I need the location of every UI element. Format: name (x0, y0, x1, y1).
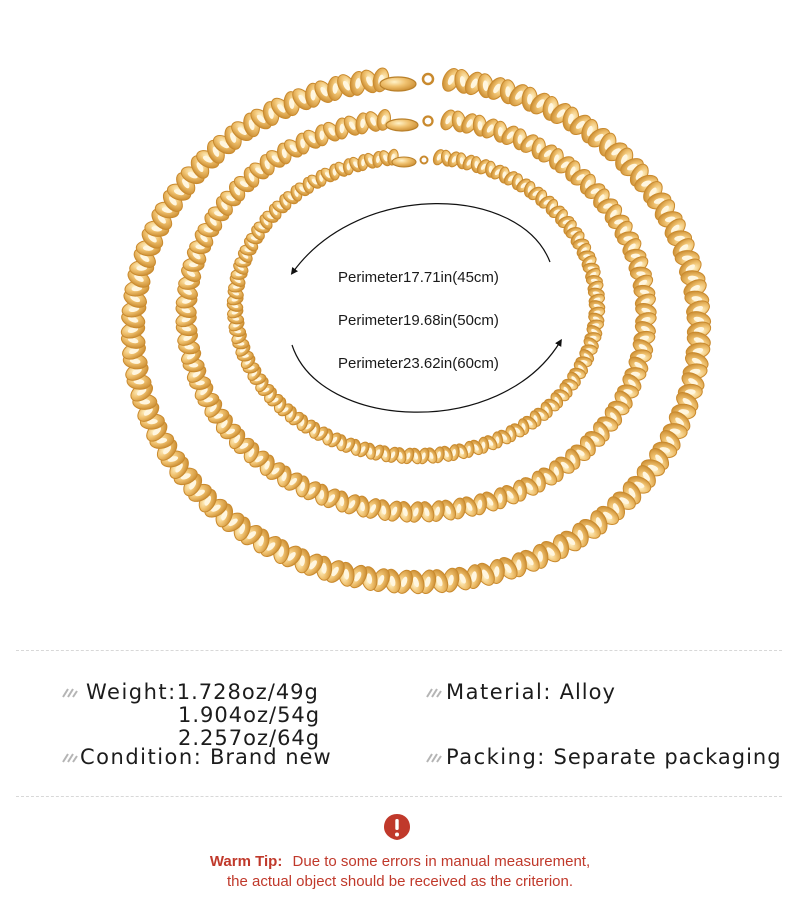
hatch-bullet-icon (426, 688, 442, 698)
weight-value-2: 1.904oz/54g (178, 703, 321, 727)
chain-45cm (226, 148, 606, 465)
clasp-inner (392, 157, 428, 168)
weight-value-3: 2.257oz/64g (178, 726, 321, 750)
perimeter-label-45cm: Perimeter17.71in(45cm) (338, 269, 499, 286)
perimeter-label-50cm: Perimeter19.68in(50cm) (338, 312, 499, 329)
warm-tip-text-2: the actual object should be received as the criterion. (226, 873, 574, 890)
hatch-bullet-icon (62, 753, 78, 763)
packing-value: Separate packaging (553, 745, 782, 769)
perimeter-label-60cm: Perimeter23.62in(60cm) (338, 355, 499, 372)
weight-value-1: 1.728oz/49g (176, 680, 319, 704)
condition-label: Condition: (80, 745, 203, 769)
divider-top (16, 650, 782, 651)
divider-bottom (16, 796, 782, 797)
condition-value: Brand new (209, 745, 332, 769)
warning-icon (383, 813, 411, 841)
warm-tip-text-1: Due to some errors in manual measurement, (292, 853, 591, 870)
hatch-bullet-icon (426, 753, 442, 763)
condition-row (80, 745, 332, 769)
arrow-upper (293, 204, 550, 272)
material-row (446, 680, 616, 704)
material-label: Material: (446, 680, 552, 704)
weight-row (86, 680, 319, 704)
arrow-lower (292, 342, 560, 412)
warm-tip-label: Warm Tip: (209, 853, 283, 870)
material-value: Alloy (559, 680, 616, 704)
packing-label: Packing: (446, 745, 546, 769)
weight-label: Weight: (86, 680, 177, 704)
clasp-middle (386, 117, 433, 132)
packing-row (446, 745, 782, 769)
hatch-bullet-icon (62, 688, 78, 698)
warm-tip-line-1 (0, 853, 800, 870)
